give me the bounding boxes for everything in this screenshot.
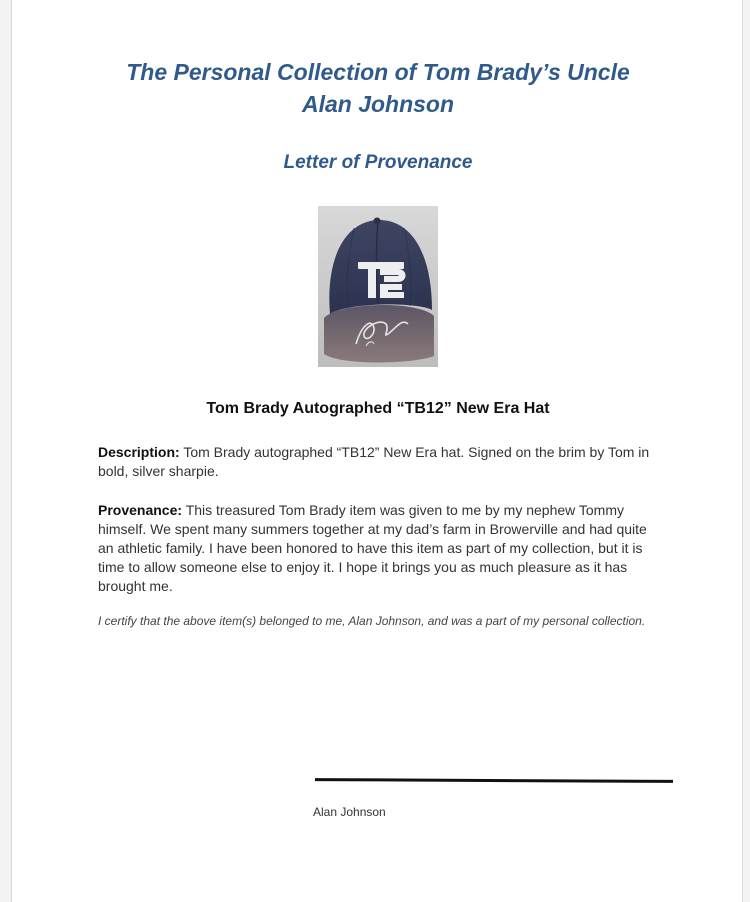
provenance-label: Provenance: — [98, 502, 183, 518]
signature-line — [315, 778, 673, 783]
title-line-2: Alan Johnson — [301, 91, 455, 117]
title-line-1: The Personal Collection of Tom Brady’s Uncle — [126, 59, 630, 85]
certification-statement: I certify that the above item(s) belonged to me, Alan Johnson, and was a part of my personal collection. — [98, 614, 646, 628]
description-paragraph — [98, 443, 658, 481]
description-text: Tom Brady autographed “TB12” New Era hat. Signed on the brim by Tom in bold, silver sharpie. — [98, 444, 650, 479]
description-label: Description: — [98, 444, 180, 460]
provenance-paragraph — [98, 501, 658, 596]
item-title: Tom Brady Autographed “TB12” New Era Hat — [206, 400, 550, 417]
signature-name: Alan Johnson — [313, 805, 386, 819]
document-title — [12, 56, 744, 120]
cap-icon — [318, 206, 438, 367]
document-page — [11, 0, 743, 902]
cap-photo — [318, 206, 438, 367]
provenance-text: This treasured Tom Brady item was given to me by my nephew Tommy himself. We spent many summers together at my dad’s farm in Browerville and had quite an athletic family. I have been honored to have this item as part of my collection, but it is time to allow someone else to enjoy it. I hope it brings you as much pleasure as it has brought me. — [98, 502, 647, 594]
document-subtitle: Letter of Provenance — [283, 152, 473, 173]
